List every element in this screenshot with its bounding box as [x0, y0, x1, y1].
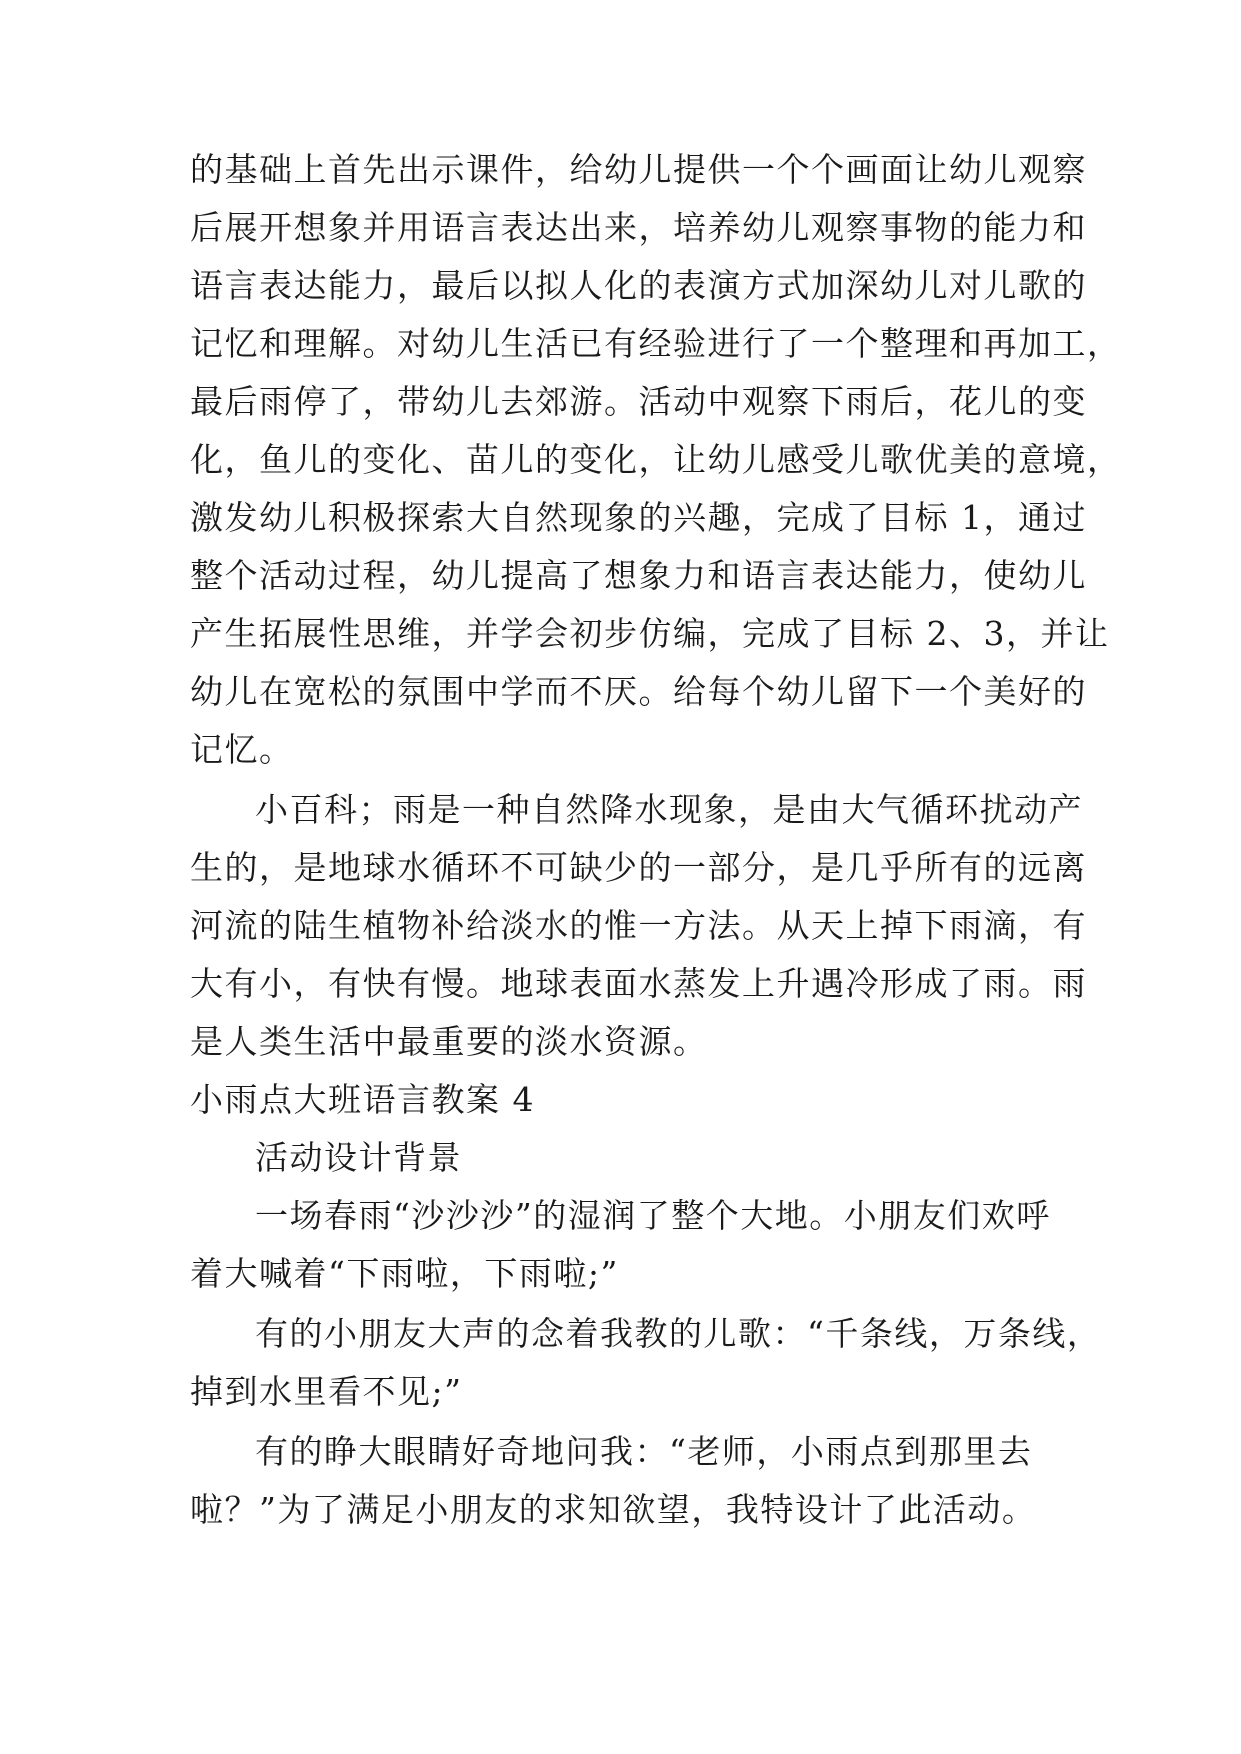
body-line: 化，鱼儿的变化、苗儿的变化，让幼儿感受儿歌优美的意境，	[190, 440, 1122, 479]
body-line: 着大喊着“下雨啦，下雨啦;”	[190, 1254, 619, 1293]
body-line: 产生拓展性思维，并学会初步仿编，完成了目标 2、3，并让	[190, 614, 1110, 653]
body-line: 激发幼儿积极探索大自然现象的兴趣，完成了目标 1，通过	[190, 498, 1087, 537]
body-line: 大有小，有快有慢。地球表面水蒸发上升遇冷形成了雨。雨	[190, 964, 1087, 1003]
paragraph-first-line: 有的小朋友大声的念着我教的儿歌：“千条线，万条线，	[255, 1314, 1102, 1353]
body-line: 是人类生活中最重要的淡水资源。	[190, 1022, 708, 1061]
body-line: 幼儿在宽松的氛围中学而不厌。给每个幼儿留下一个美好的	[190, 672, 1087, 711]
body-line: 整个活动过程，幼儿提高了想象力和语言表达能力，使幼儿	[190, 556, 1087, 595]
body-line: 最后雨停了，带幼儿去郊游。活动中观察下雨后，花儿的变	[190, 382, 1087, 421]
body-line: 后展开想象并用语言表达出来，培养幼儿观察事物的能力和	[190, 208, 1087, 247]
body-line: 掉到水里看不见;”	[190, 1372, 463, 1411]
paragraph-first-line: 小百科；雨是一种自然降水现象，是由大气循环扰动产	[255, 790, 1083, 829]
body-line: 生的，是地球水循环不可缺少的一部分，是几乎所有的远离	[190, 848, 1087, 887]
body-line: 语言表达能力，最后以拟人化的表演方式加深幼儿对儿歌的	[190, 266, 1087, 305]
section-heading: 小雨点大班语言教案 4	[190, 1080, 535, 1119]
body-line: 记忆。	[190, 730, 294, 769]
body-line: 啦？”为了满足小朋友的求知欲望，我特设计了此活动。	[190, 1490, 1037, 1529]
body-line: 记忆和理解。对幼儿生活已有经验进行了一个整理和再加工，	[190, 324, 1122, 363]
subheading: 活动设计背景	[255, 1138, 462, 1177]
paragraph-first-line: 一场春雨“沙沙沙”的湿润了整个大地。小朋友们欢呼	[255, 1196, 1051, 1235]
body-line: 的基础上首先出示课件，给幼儿提供一个个画面让幼儿观察	[190, 150, 1087, 189]
body-line: 河流的陆生植物补给淡水的惟一方法。从天上掉下雨滴，有	[190, 906, 1087, 945]
paragraph-first-line: 有的睁大眼睛好奇地问我：“老师，小雨点到那里去	[255, 1432, 1033, 1471]
